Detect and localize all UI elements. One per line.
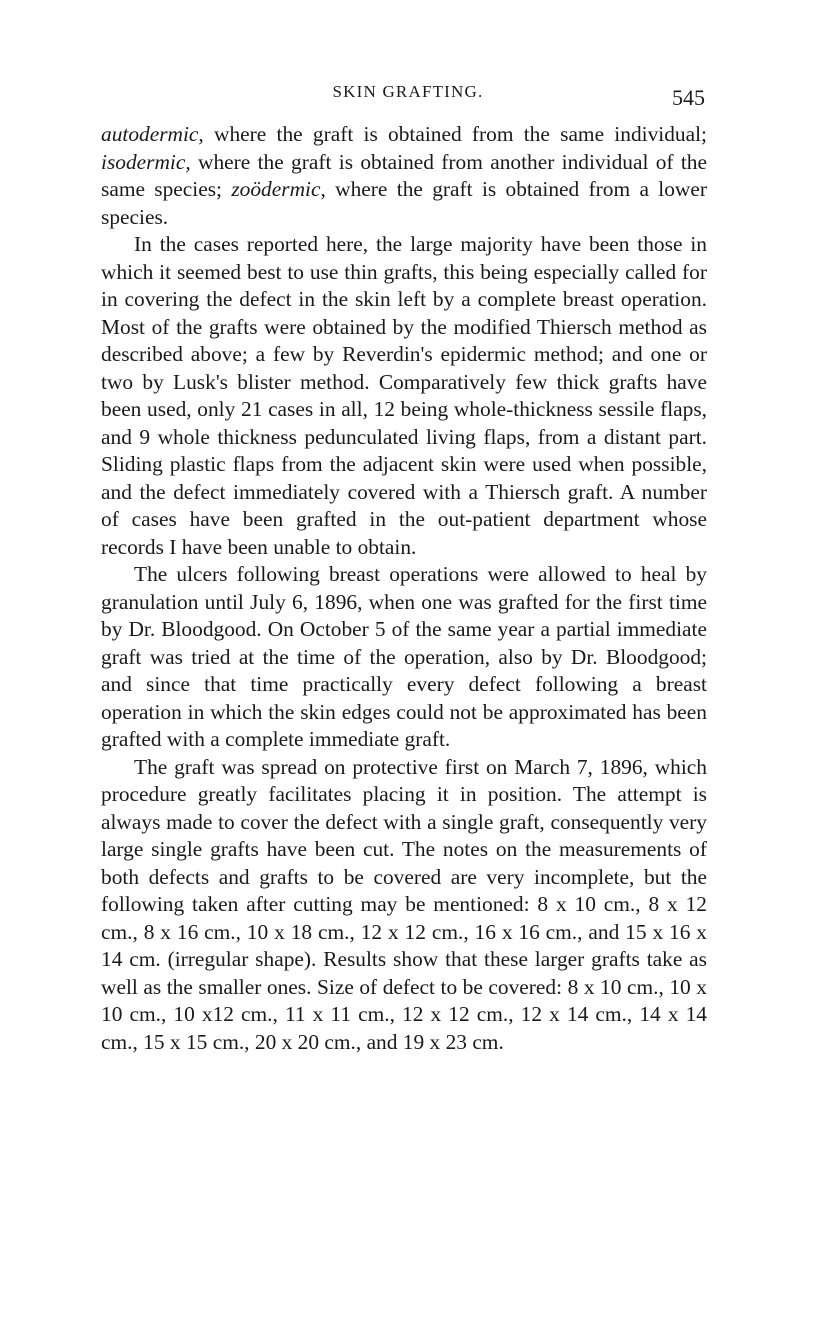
paragraph-breast-operations [101,561,707,754]
paragraph-graft-types [101,121,707,231]
paragraph-cases-reported [101,231,707,561]
term-isodermic: isodermic, [101,149,191,174]
page-header [0,79,816,113]
term-zoodermic: zoödermic, [231,177,326,201]
text-segment: where the graft is obtained from another individual of the same species; [101,149,707,201]
paragraph-graft-measurements [101,754,707,1057]
text-segment: The ulcers following breast operations were allowed to heal by granulation until July 6, 1896, when one was grafted for the first time by Dr. Bloodgood. On October 5 of the same year a partial immediate graft was tried at the time of the operation, also by Dr. Bloodgood; and since that time practically every defect following a breast operation in which the skin edges could not be approximated has been grafted with a complete immediate graft. [101,562,707,751]
text-segment: In the cases reported here, the large majority have been those in which it seemed best to use thin grafts, this being especially called for in covering the defect in the skin left by a complete breast operation. Most of the grafts were obtained by the modified Thiersch method as described above; a few by Reverdin's epidermic method; and one or two by Lusk's blister method. Comparatively few thick grafts have been used, only 21 cases in all, 12 being whole-thickness sessile flaps, and 9 whole thickness pedunculated living flaps, from a distant part. Sliding plastic flaps from the adjacent skin were used when possible, and the defect immediately covered with a Thiersch graft. A number of cases have been grafted in the out-patient department whose records I have been unable to obtain. [101,232,707,559]
text-segment: The graft was spread on protective first on March 7, 1896, which procedure greatly facilitates placing it in position. The attempt is always made to cover the defect with a single graft, consequently very large single grafts have been cut. The notes on the measurements of both defects and grafts to be covered are very incomplete, but the following taken after cutting may be mentioned: 8 x 10 cm., 8 x 12 cm., 8 x 16 cm., 10 x 18 cm., 12 x 12 cm., 16 x 16 cm., and 15 x 16 x 14 cm. (irregular shape). Results show that these larger grafts take as well as the smaller ones. Size of defect to be covered: 8 x 10 cm., 10 x 10 cm., 10 x12 cm., 11 x 11 cm., 12 x 12 cm., 12 x 14 cm., 14 x 14 cm., 15 x 15 cm., 20 x 20 cm., and 19 x 23 cm. [101,754,707,1054]
body-text [101,121,707,1056]
text-segment: where the graft is obtained from a lower species. [101,177,707,229]
term-autodermic: autodermic, [101,122,204,146]
page-number: 545 [672,85,705,110]
running-head: SKIN GRAFTING. [332,82,484,101]
text-segment: where the graft is obtained from the same individual; [203,122,707,146]
